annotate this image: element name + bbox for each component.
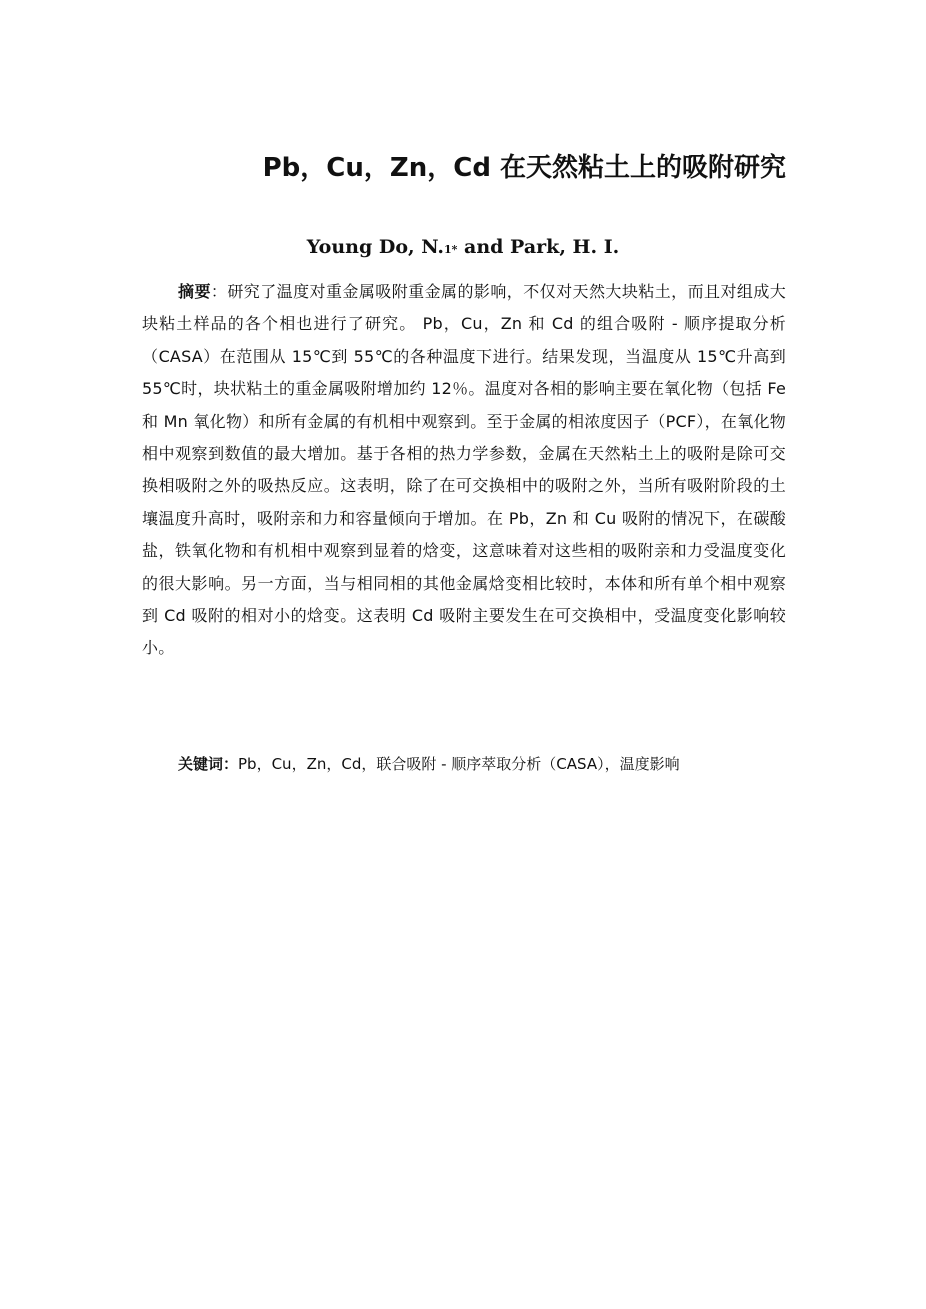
abstract-label: 摘要 bbox=[178, 282, 211, 301]
paper-title: Pb，Cu，Zn，Cd 在天然粘土上的吸附研究 bbox=[262, 153, 786, 183]
author-primary: Young Do, N. bbox=[306, 236, 445, 258]
author-secondary: and Park, H. I. bbox=[457, 236, 620, 258]
author-affiliation-mark: 1* bbox=[444, 243, 458, 256]
author-line bbox=[140, 232, 786, 265]
keywords-paragraph bbox=[142, 748, 786, 780]
keywords-text: Pb，Cu，Zn，Cd，联合吸附 - 顺序萃取分析（CASA），温度影响 bbox=[238, 755, 680, 773]
abstract-paragraph bbox=[142, 276, 786, 665]
keywords-label: 关键词： bbox=[178, 755, 239, 773]
abstract-text: ：研究了温度对重金属吸附重金属的影响，不仅对天然大块粘土，而且对组成大块粘土样品的各个相也进行了研究。 Pb，Cu，Zn 和 Cd 的组合吸附 - 顺序提取分析（CASA）在范围从 15℃到 55℃的各种温度下进行。结果发现，当温度从 15℃升高到 55℃时，块状粘土的重金属吸附增加约 12％。温度对各相的影响主要在氧化物（包括 Fe 和 Mn 氧化物）和所有金属的有机相中观察到。至于金属的相浓度因子（PCF），在氧化物相中观察到数值的最大增加。基于各相的热力学参数，金属在天然粘土上的吸附是除可交换相吸附之外的吸热反应。这表明，除了在可交换相中的吸附之外，当所有吸附阶段的土壤温度升高时，吸附亲和力和容量倾向于增加。在 Pb，Zn 和 Cu 吸附的情况下，在碳酸盐，铁氧化物和有机相中观察到显着的焓变，这意味着对这些相的吸附亲和力受温度变化的很大影响。另一方面，当与相同相的其他金属焓变相比较时，本体和所有单个相中观察到 Cd 吸附的相对小的焓变。这表明 Cd 吸附主要发生在可交换相中，受温度变化影响较小。 bbox=[142, 282, 786, 658]
